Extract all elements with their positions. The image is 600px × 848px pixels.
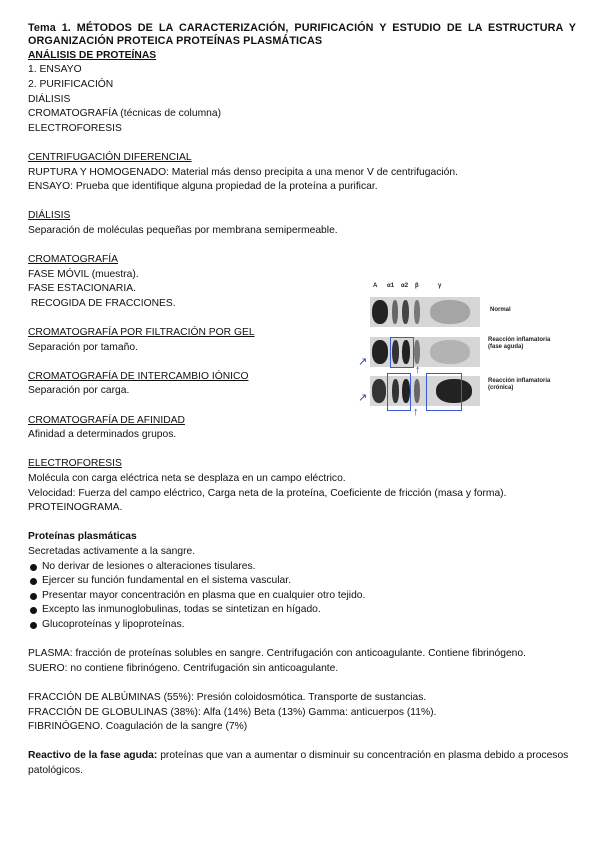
bullet-icon bbox=[30, 578, 37, 585]
electrophoresis-figure bbox=[360, 283, 565, 418]
fraccion-globulinas: FRACCIÓN DE GLOBULINAS (38%): Alfa (14%) Beta (13%) Gamma: anticuerpos (11%). bbox=[28, 706, 437, 718]
gel-row-normal bbox=[370, 297, 480, 327]
row-label-acute: Reacción inflamatoria (fase aguda) bbox=[488, 337, 551, 350]
afinidad-line: Afinidad a determinados grupos. bbox=[28, 429, 177, 441]
list-item: Glucoproteínas y lipoproteínas. bbox=[28, 618, 576, 633]
list-item: Excepto las inmunoglobulinas, todas se sintetizan en hígado. bbox=[28, 603, 576, 618]
page-title: Tema 1. MÉTODOS DE LA CARACTERIZACIÓN, PURIFICACIÓN Y ESTUDIO DE LA ESTRUCTURA Y ORGANIZACIÓN PROTEICA PROTEÍNAS PLASMÁTICAS bbox=[28, 22, 576, 48]
afinidad-heading: CROMATOGRAFÍA DE AFINIDAD bbox=[28, 414, 185, 426]
gel-row-acute bbox=[370, 337, 480, 367]
reactivo-fase-aguda: Reactivo de la fase aguda: proteínas que van a aumentar o disminuir su concentración en plasma debido a procesos patológicos. bbox=[28, 750, 569, 776]
cromatografia-heading: CROMATOGRAFÍA bbox=[28, 254, 119, 266]
bullet-icon bbox=[30, 564, 37, 571]
centrifugacion-line: RUPTURA Y HOMOGENADO: Material más denso precipita a una menor V de centrifugación. bbox=[28, 166, 458, 178]
centrifugacion-line: ENSAYO: Prueba que identifique alguna propiedad de la proteína a purificar. bbox=[28, 181, 378, 193]
fraccion-albuminas: FRACCIÓN DE ALBÚMINAS (55%): Presión coloidosmótica. Transporte de sustancias. bbox=[28, 691, 427, 703]
filtracion-line: Separación por tamaño. bbox=[28, 341, 138, 353]
analisis-item: ELECTROFORESIS bbox=[28, 122, 122, 134]
plasmaticas-intro: Secretadas activamente a la sangre. bbox=[28, 546, 196, 557]
cromatografia-line: FASE MÓVIL (muestra). bbox=[28, 268, 139, 280]
analisis-item: CROMATOGRAFÍA (técnicas de columna) bbox=[28, 108, 222, 120]
analisis-item: DIÁLISIS bbox=[28, 93, 71, 105]
plasmaticas-list bbox=[28, 560, 576, 633]
filtracion-heading: CROMATOGRAFÍA POR FILTRACIÓN POR GEL bbox=[28, 327, 255, 339]
electroforesis-line: Velocidad: Fuerza del campo eléctrico, Carga neta de la proteína, Coeficiente de fricción (masa y forma). bbox=[28, 487, 507, 499]
analisis-item: 2. PURIFICACIÓN bbox=[28, 79, 114, 90]
dialisis-heading: DIÁLISIS bbox=[28, 210, 71, 222]
electroforesis-line: Molécula con carga eléctrica neta se desplaza en un campo eléctrico. bbox=[28, 473, 346, 485]
plasmaticas-heading: Proteínas plasmáticas bbox=[28, 531, 137, 543]
list-item: Ejercer su función fundamental en el sistema vascular. bbox=[28, 574, 576, 589]
electroforesis-line: PROTEINOGRAMA. bbox=[28, 502, 123, 514]
row-label-chronic: Reacción inflamatoria (crónica) bbox=[488, 378, 551, 391]
arrow-icon: ↑ bbox=[413, 406, 419, 418]
bullet-icon bbox=[30, 607, 37, 614]
plasma-definition: PLASMA: fracción de proteínas solubles en sangre. Centrifugación con anticoagulante. Contiene fibrinógeno. bbox=[28, 648, 526, 660]
arrow-icon: ↑ bbox=[415, 364, 421, 376]
electroforesis-heading: ELECTROFORESIS bbox=[28, 458, 122, 470]
highlight-box bbox=[387, 373, 411, 411]
highlight-box bbox=[426, 373, 462, 411]
column-label-alpha1: α1 bbox=[387, 283, 395, 289]
arrow-icon: ↗ bbox=[358, 356, 368, 368]
intercambio-heading: CROMATOGRAFÍA DE INTERCAMBIO IÓNICO bbox=[28, 370, 249, 382]
highlight-box bbox=[390, 337, 414, 368]
suero-definition: SUERO: no contiene fibrinógeno. Centrifugación sin anticoagulante. bbox=[28, 662, 339, 674]
arrow-icon: ↗ bbox=[358, 392, 368, 404]
column-label-gamma: γ bbox=[438, 283, 442, 289]
cromatografia-line: FASE ESTACIONARIA. bbox=[28, 283, 136, 295]
column-label-beta: β bbox=[415, 283, 419, 289]
column-label-alpha2: α2 bbox=[401, 283, 409, 289]
analisis-heading: ANÁLISIS DE PROTEÍNAS bbox=[28, 49, 157, 61]
intercambio-line: Separación por carga. bbox=[28, 385, 130, 397]
bullet-icon bbox=[30, 622, 37, 629]
analisis-item: 1. ENSAYO bbox=[28, 64, 82, 76]
list-item: Presentar mayor concentración en plasma que en cualquier otro tejido. bbox=[28, 589, 576, 604]
cromatografia-line: RECOGIDA DE FRACCIONES. bbox=[28, 297, 176, 309]
bullet-icon bbox=[30, 593, 37, 600]
row-label-normal: Normal bbox=[490, 307, 511, 313]
fibrinogeno: FIBRINÓGENO. Coagulación de la sangre (7%) bbox=[28, 721, 248, 733]
list-item: No derivar de lesiones o alteraciones tisulares. bbox=[28, 560, 576, 575]
centrifugacion-heading: CENTRIFUGACIÓN DIFERENCIAL bbox=[28, 151, 192, 163]
dialisis-line: Separación de moléculas pequeñas por membrana semipermeable. bbox=[28, 224, 338, 236]
column-label-a: A bbox=[373, 283, 378, 289]
